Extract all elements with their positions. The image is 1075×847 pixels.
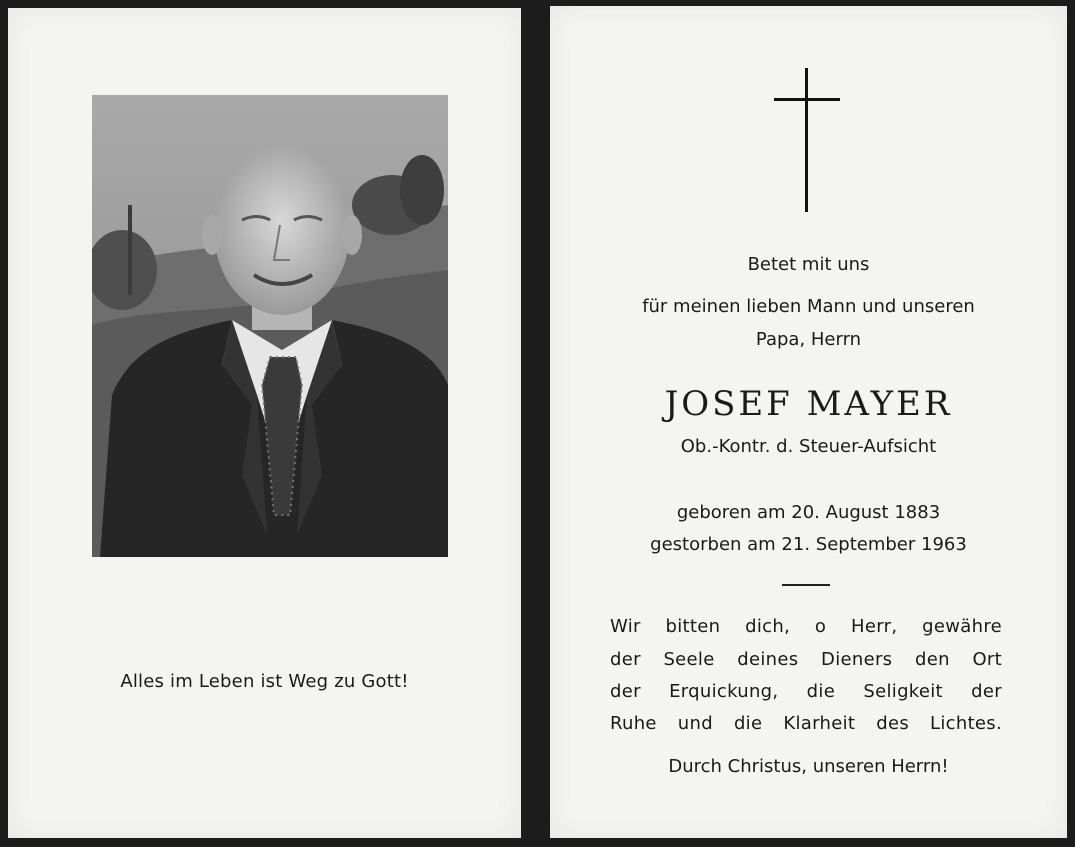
portrait-photo — [92, 95, 448, 557]
closing-text: Durch Christus, unseren Herrn! — [668, 756, 949, 777]
prayer-line: der Erquickung, die Seligkeit der — [610, 681, 1002, 702]
portrait-photo-image — [92, 95, 448, 557]
birth-date: geboren am 20. August 1883 — [676, 502, 941, 523]
deceased-title: Ob.-Kontr. d. Steuer-Aufsicht — [680, 436, 937, 457]
dedication-line-2: Papa, Herrn — [755, 329, 862, 350]
dedication-line-1: für meinen lieben Mann und unseren — [642, 296, 975, 317]
cross-icon — [774, 68, 840, 212]
prayer-line: Ruhe und die Klarheit des Lichtes. — [610, 713, 1002, 734]
deceased-name: JOSEF MAYER — [664, 384, 953, 424]
left-card-panel — [8, 8, 521, 838]
prayer-line: der Seele deines Dieners den Ort — [610, 649, 1002, 670]
right-card-panel — [550, 6, 1067, 838]
death-date: gestorben am 21. September 1963 — [650, 534, 967, 555]
divider — [782, 584, 830, 586]
motto-text: Alles im Leben ist Weg zu Gott! — [120, 671, 409, 692]
prayer-line: Wir bitten dich, o Herr, gewähre — [610, 616, 1002, 637]
intro-text: Betet mit uns — [747, 254, 870, 275]
